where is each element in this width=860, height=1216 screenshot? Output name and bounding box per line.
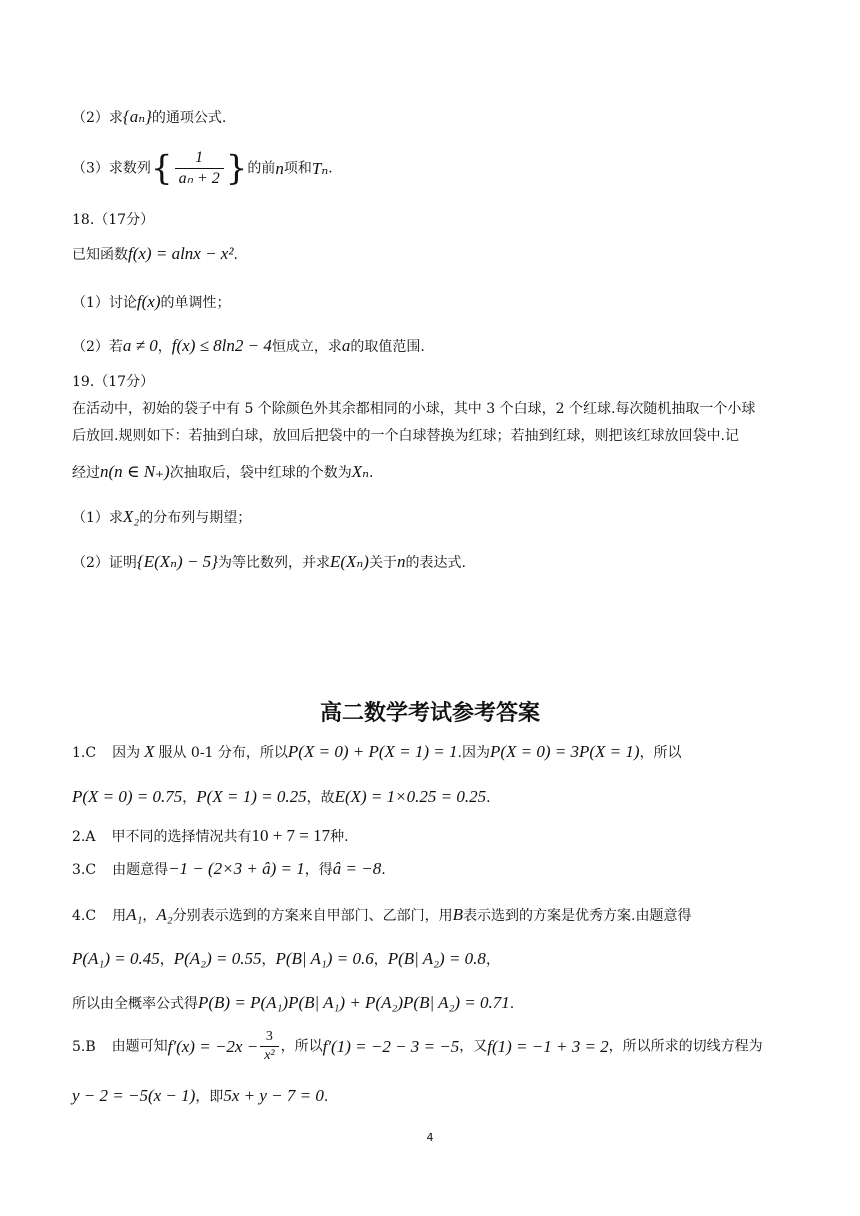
q19-header: 19.（17分） (72, 374, 155, 390)
q17-part3: （3）求数列{ $\frac{1}{\text{aₙ + 2}}$ }的前n项和Tₙ. (72, 148, 333, 189)
an-sequence: {aₙ} (122, 107, 152, 126)
q18-part2: （2）若a ≠ 0，f(x) ≤ 8ln2 − 4恒成立，求a的取值范围. (72, 336, 425, 355)
answer-1-line2: P(X = 0) = 0.75，P(X = 1) = 0.25，故E(X) = 1×0.25 = 0.25. (72, 787, 491, 806)
answer-4-line2: P(A₁) = 0.45，P(A₂) = 0.55，P(B| A₁) = 0.6，P(B| A₂) = 0.8， (72, 949, 500, 968)
answer-3: 3.C 由题意得−1 − (2×3 + â) = 1，得â = −8. (72, 859, 386, 878)
q19-para-line3: 经过n(n ∈ N₊)次抽取后，袋中红球的个数为Xₙ. (72, 462, 374, 481)
q18-intro: 已知函数f(x) = alnx − x². (72, 244, 238, 263)
left-brace: { (150, 148, 173, 189)
answers-title: 高二数学考试参考答案 (319, 701, 540, 726)
q19-para-line1: 在活动中，初始的袋子中有 5 个除颜色外其余都相同的小球，其中 3 个白球，2 个红球.每次随机抽取一个小球 (72, 401, 756, 417)
q18-part1: （1）讨论f(x)的单调性； (72, 292, 231, 311)
q18-header: 18.（17分） (72, 212, 155, 228)
q17-part2: （2）求{aₙ}的通项公式. (72, 107, 227, 126)
answer-4-line1: 4.C 用A₁，A₂分别表示选到的方案来自甲部门、乙部门，用B表示选到的方案是优秀方案.由题意得 (72, 905, 692, 924)
fraction-3-over-x-squared: $\frac{3}{\text{x²}}$ (260, 1030, 278, 1063)
q19-para-line2: 后放回.规则如下：若抽到白球，放回后把袋中的一个白球替换为红球；若抽到红球，则把该红球放回袋中.记 (72, 428, 739, 444)
right-brace: } (225, 148, 248, 189)
q19-part1: （1）求X₂的分布列与期望； (72, 507, 252, 526)
page-number: 4 (426, 1131, 434, 1144)
answer-4-line3: 所以由全概率公式得P(B) = P(A₁)P(B| A₁) + P(A₂)P(B| A₂) = 0.71. (72, 993, 515, 1012)
answer-5-line2: y − 2 = −5(x − 1)，即5x + y − 7 = 0. (72, 1086, 329, 1105)
answer-5-line1: 5.B 由题可知f′(x) = −2x − $\frac{3}{\text{x²}}$ ，所以f′(1) = −2 − 3 = −5，又f(1) = −1 + 3 = 2，所以所求的切线方程为 (72, 1029, 763, 1063)
answer-1-line1: 1.C 因为 X 服从 0-1 分布，所以P(X = 0) + P(X = 1) = 1.因为P(X = 0) = 3P(X = 1)，所以 (72, 742, 682, 761)
answer-2: 2.A 甲不同的选择情况共有10 + 7 = 17种. (72, 826, 349, 845)
fraction-1-over-an-plus-2: $\frac{1}{\text{aₙ + 2}}$ (175, 150, 224, 187)
q19-part2: （2）证明{E(Xₙ) − 5}为等比数列，并求E(Xₙ)关于n的表达式. (72, 552, 466, 571)
